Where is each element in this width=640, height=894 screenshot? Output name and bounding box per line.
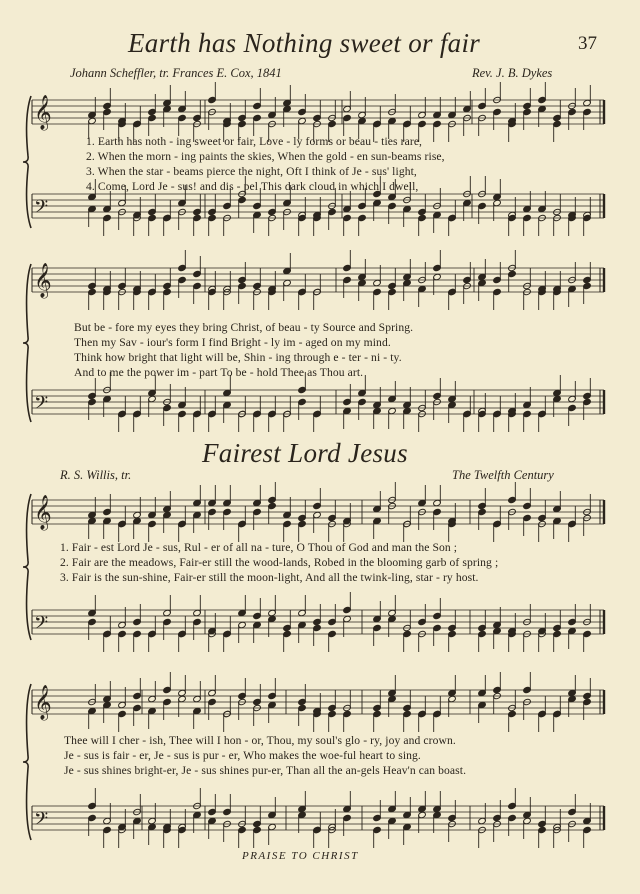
svg-text:𝄞: 𝄞 <box>34 263 52 298</box>
system-brace <box>23 96 31 228</box>
svg-text:𝄢: 𝄢 <box>34 393 49 418</box>
hymn2-title: Fairest Lord Jesus <box>202 438 408 468</box>
svg-text:𝄞: 𝄞 <box>34 495 52 530</box>
hymn2-s1-verse2: 2. Fair are the meadows, Fair-er still the wood-lands, Robed in the blooming garb of spring ; <box>60 556 499 569</box>
svg-text:𝄞: 𝄞 <box>34 95 52 130</box>
hymn2-s1-verse3: 3. Fair is the sun-shine, Fair-er still the moon-light, And all the twink-ling, star - ry host. <box>60 571 479 584</box>
page-number: 37 <box>578 33 597 54</box>
hymn2-s1-verse1: 1. Fair - est Lord Je - sus, Rul - er of all na - ture, O Thou of God and man the Son ; <box>60 541 458 554</box>
svg-text:𝄢: 𝄢 <box>34 809 49 834</box>
hymn2-s2-verse1: Thee will I cher - ish, Thee will I hon - or, Thou, my soul's glo - ry, joy and crown. <box>64 734 456 747</box>
hymn2-s2-verse2: Je - sus is fair - er, Je - sus is pur - er, Who makes the woe-ful heart to sing. <box>64 749 421 762</box>
svg-text:𝄢: 𝄢 <box>34 197 49 222</box>
hymn1-s1-verse4: 4. Come, Lord Je - sus! and dis - pel This dark cloud in which I dwell, <box>86 180 419 193</box>
system-brace <box>23 684 31 840</box>
hymn1-s1-verse2: 2. When the morn - ing paints the skies, When the gold - en sun-beams rise, <box>86 150 445 163</box>
svg-text:𝄞: 𝄞 <box>34 685 52 720</box>
hymn1-s2-verse1: But be - fore my eyes they bring Christ, of beau - ty Source and Spring. <box>74 321 414 334</box>
hymn1-s1-verse1: 1. Earth has noth - ing sweet or fair, Love - ly forms or beau - ties rare, <box>86 135 423 148</box>
hymn1-s1-verse3: 3. When the star - beams pierce the night, Oft I think of Je - sus' light, <box>86 165 417 178</box>
hymn1-music-credit: Rev. J. B. Dykes <box>472 66 553 80</box>
system-brace <box>23 494 31 640</box>
page-footer: PRAISE TO CHRIST <box>242 850 359 862</box>
hymn1-s2-verse2: Then my Sav - iour's form I find Bright - ly im - aged on my mind. <box>74 336 391 349</box>
hymn1-s2-verse4: And to me the power im - part To be - hold Thee as Thou art. <box>74 366 364 379</box>
hymn1-title: Earth has Nothing sweet or fair <box>128 28 481 58</box>
hymn2-music-credit: The Twelfth Century <box>452 468 554 482</box>
hymn1-words-credit: Johann Scheffler, tr. Frances E. Cox, 1841 <box>70 66 282 80</box>
hymn2-words-credit: R. S. Willis, tr. <box>60 468 132 482</box>
svg-text:𝄢: 𝄢 <box>34 613 49 638</box>
hymn2-s2-verse3: Je - sus shines bright-er, Je - sus shines pur-er, Than all the an-gels Heav'n can boast. <box>64 764 467 777</box>
hymn1-s2-verse3: Think how bright that light will be, Shin - ing through e - ter - ni - ty. <box>74 351 402 364</box>
system-brace <box>23 264 31 422</box>
